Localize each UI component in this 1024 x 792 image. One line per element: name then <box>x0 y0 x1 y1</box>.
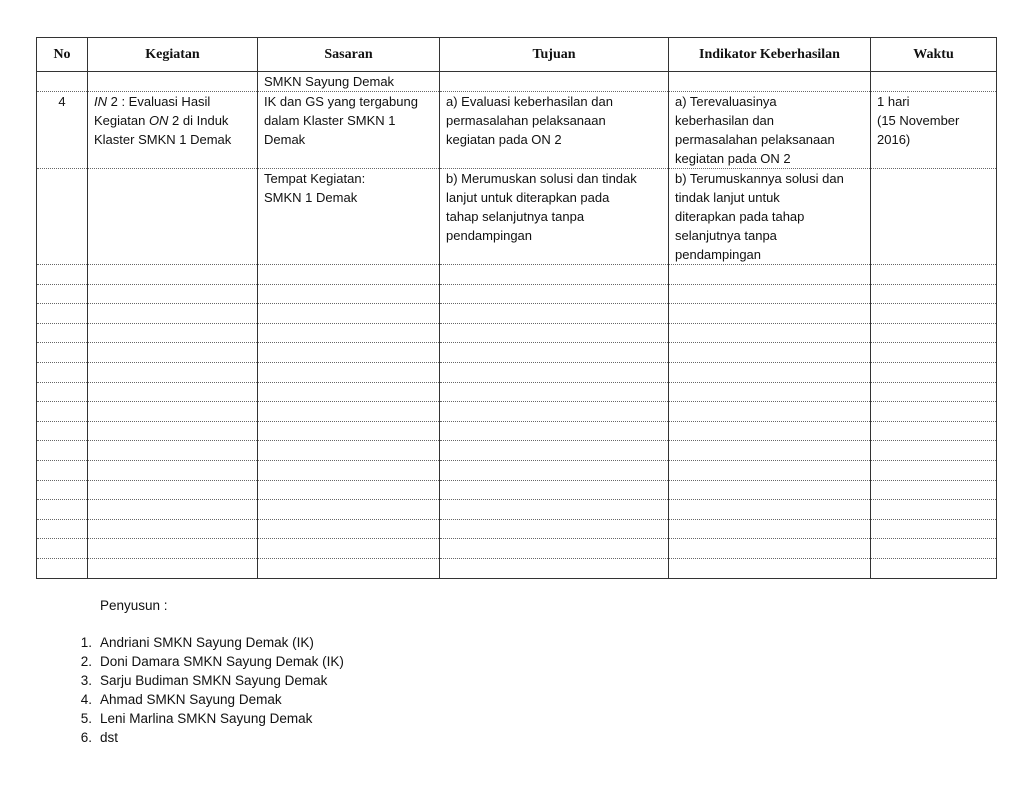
cell-empty <box>88 421 258 441</box>
cell-empty <box>88 323 258 343</box>
cell-empty <box>669 500 871 520</box>
table-row-empty <box>37 441 997 461</box>
cell-empty <box>871 265 997 285</box>
signer-text: Leni Marlina SMKN Sayung Demak <box>100 711 313 726</box>
header-waktu: Waktu <box>871 38 997 72</box>
cell-empty <box>871 72 997 92</box>
signer-number: 2. <box>80 654 92 669</box>
tujuan-line: kegiatan pada ON 2 <box>446 132 562 147</box>
cell-empty <box>440 421 669 441</box>
signer-text: Andriani SMKN Sayung Demak (IK) <box>100 635 314 650</box>
signer-item <box>80 652 344 671</box>
cell-empty <box>37 323 88 343</box>
signers-section <box>80 596 344 747</box>
table-header-row <box>37 38 997 72</box>
cell-empty <box>871 539 997 559</box>
cell-empty <box>669 265 871 285</box>
cell-empty <box>37 382 88 402</box>
cell-empty <box>440 480 669 500</box>
signer-item <box>80 671 344 690</box>
cell-empty <box>88 402 258 422</box>
cell-empty <box>871 323 997 343</box>
cell-empty <box>669 362 871 382</box>
cell-empty <box>258 558 440 578</box>
cell-empty <box>37 72 88 92</box>
cell-empty <box>871 284 997 304</box>
cell-empty <box>37 539 88 559</box>
indikator-line: permasalahan pelaksanaan <box>675 132 835 147</box>
cell-empty <box>669 284 871 304</box>
kegiatan-text-1: 2 : Evaluasi Hasil <box>107 94 211 109</box>
kegiatan-text-2a: Kegiatan <box>94 113 149 128</box>
waktu-line: 2016) <box>877 132 911 147</box>
signer-item <box>80 709 344 728</box>
table-row-empty <box>37 362 997 382</box>
tujuan-line: b) Merumuskan solusi dan tindak <box>446 171 637 186</box>
cell-empty <box>669 480 871 500</box>
cell-indikator-b <box>669 169 871 265</box>
cell-empty <box>440 500 669 520</box>
signer-text: dst <box>100 730 119 745</box>
cell-empty <box>440 460 669 480</box>
cell-empty <box>871 402 997 422</box>
cell-empty <box>37 265 88 285</box>
cell-empty <box>669 72 871 92</box>
cell-empty <box>669 519 871 539</box>
cell-empty <box>669 343 871 363</box>
cell-empty <box>258 343 440 363</box>
cell-empty <box>440 441 669 461</box>
cell-sasaran-tempat <box>258 169 440 265</box>
signer-number: 1. <box>80 635 92 650</box>
cell-empty <box>440 539 669 559</box>
cell-empty <box>440 343 669 363</box>
kegiatan-code-in: IN <box>94 94 107 109</box>
waktu-line: (15 November <box>877 113 960 128</box>
cell-empty <box>669 323 871 343</box>
sasaran-line: dalam Klaster SMKN 1 <box>264 113 396 128</box>
indikator-line: pendampingan <box>675 247 762 262</box>
signer-item <box>80 728 344 747</box>
cell-sasaran-continuation: SMKN Sayung Demak <box>258 72 440 92</box>
cell-empty <box>37 558 88 578</box>
kegiatan-code-on: ON <box>148 113 169 128</box>
cell-empty <box>88 304 258 324</box>
cell-empty <box>440 382 669 402</box>
signer-number: 3. <box>80 673 92 688</box>
cell-empty <box>37 460 88 480</box>
cell-empty <box>88 284 258 304</box>
sasaran-line: SMKN 1 Demak <box>264 190 358 205</box>
cell-empty <box>88 500 258 520</box>
cell-sasaran <box>258 92 440 169</box>
cell-empty <box>871 558 997 578</box>
kegiatan-line-1 <box>94 92 251 111</box>
cell-empty <box>871 460 997 480</box>
table-row-empty <box>37 421 997 441</box>
table-row-continuation <box>37 72 997 92</box>
cell-empty <box>871 343 997 363</box>
table-row-empty <box>37 265 997 285</box>
activity-table <box>36 37 997 579</box>
signer-item <box>80 690 344 709</box>
cell-empty <box>258 441 440 461</box>
cell-empty <box>88 480 258 500</box>
cell-no: 4 <box>37 92 88 169</box>
signer-item <box>80 633 344 652</box>
cell-tujuan <box>440 92 669 169</box>
cell-empty <box>258 539 440 559</box>
cell-waktu <box>871 92 997 169</box>
tujuan-line: pendampingan <box>446 228 533 243</box>
cell-empty <box>871 519 997 539</box>
cell-empty <box>37 362 88 382</box>
cell-tujuan-b <box>440 169 669 265</box>
signer-text: Ahmad SMKN Sayung Demak <box>100 692 282 707</box>
cell-empty <box>88 169 258 265</box>
cell-empty <box>258 304 440 324</box>
cell-empty <box>258 265 440 285</box>
signer-text: Sarju Budiman SMKN Sayung Demak <box>100 673 328 688</box>
waktu-line: 1 hari <box>877 94 910 109</box>
table-row-empty <box>37 323 997 343</box>
header-sasaran: Sasaran <box>258 38 440 72</box>
empty-rows <box>37 265 997 579</box>
tujuan-line: lanjut untuk diterapkan pada <box>446 190 610 205</box>
cell-empty <box>88 382 258 402</box>
kegiatan-text-2b: 2 di Induk <box>168 113 229 128</box>
sasaran-line: Tempat Kegiatan: <box>264 171 366 186</box>
cell-empty <box>871 362 997 382</box>
table-row-4b <box>37 169 997 265</box>
table-row-4 <box>37 92 997 169</box>
cell-empty <box>37 519 88 539</box>
cell-empty <box>37 343 88 363</box>
cell-empty <box>258 284 440 304</box>
cell-empty <box>440 362 669 382</box>
header-no: No <box>37 38 88 72</box>
cell-kegiatan <box>88 92 258 169</box>
signer-number: 5. <box>80 711 92 726</box>
cell-empty <box>258 500 440 520</box>
indikator-line: a) Terevaluasinya <box>675 94 777 109</box>
table-row-empty <box>37 402 997 422</box>
indikator-line: diterapkan pada tahap <box>675 209 805 224</box>
cell-empty <box>669 558 871 578</box>
header-indikator: Indikator Keberhasilan <box>669 38 871 72</box>
cell-empty <box>88 265 258 285</box>
table-row-empty <box>37 460 997 480</box>
table-row-empty <box>37 480 997 500</box>
kegiatan-line-2 <box>94 111 251 130</box>
cell-empty <box>871 304 997 324</box>
signer-text: Doni Damara SMKN Sayung Demak (IK) <box>100 654 344 669</box>
header-kegiatan: Kegiatan <box>88 38 258 72</box>
cell-empty <box>669 382 871 402</box>
cell-empty <box>258 480 440 500</box>
sasaran-line: Demak <box>264 132 306 147</box>
cell-empty <box>37 480 88 500</box>
cell-empty <box>88 72 258 92</box>
cell-empty <box>871 480 997 500</box>
cell-empty <box>669 460 871 480</box>
signers-list <box>80 633 344 747</box>
cell-empty <box>871 421 997 441</box>
cell-empty <box>440 402 669 422</box>
cell-empty <box>258 402 440 422</box>
cell-empty <box>871 382 997 402</box>
cell-empty <box>440 323 669 343</box>
cell-empty <box>37 421 88 441</box>
cell-empty <box>669 402 871 422</box>
cell-empty <box>37 169 88 265</box>
tujuan-line: permasalahan pelaksanaan <box>446 113 606 128</box>
cell-empty <box>669 421 871 441</box>
table-row-empty <box>37 382 997 402</box>
table-row-empty <box>37 500 997 520</box>
cell-indikator <box>669 92 871 169</box>
cell-empty <box>440 72 669 92</box>
table-row-empty <box>37 343 997 363</box>
cell-empty <box>871 500 997 520</box>
cell-empty <box>440 558 669 578</box>
cell-empty <box>871 441 997 461</box>
signer-number: 4. <box>80 692 92 707</box>
cell-empty <box>669 304 871 324</box>
table-row-empty <box>37 558 997 578</box>
header-tujuan: Tujuan <box>440 38 669 72</box>
cell-empty <box>88 519 258 539</box>
sasaran-line: IK dan GS yang tergabung <box>264 94 418 109</box>
kegiatan-line-3: Klaster SMKN 1 Demak <box>94 132 232 147</box>
table-row-empty <box>37 284 997 304</box>
indikator-line: selanjutnya tanpa <box>675 228 777 243</box>
cell-empty <box>258 323 440 343</box>
cell-empty <box>440 304 669 324</box>
table-row-empty <box>37 539 997 559</box>
table-row-empty <box>37 519 997 539</box>
table-row-empty <box>37 304 997 324</box>
tujuan-line: tahap selanjutnya tanpa <box>446 209 585 224</box>
cell-empty <box>37 304 88 324</box>
cell-empty <box>88 460 258 480</box>
cell-empty <box>37 402 88 422</box>
cell-empty <box>258 460 440 480</box>
cell-empty <box>258 519 440 539</box>
indikator-line: tindak lanjut untuk <box>675 190 780 205</box>
cell-empty <box>88 558 258 578</box>
tujuan-line: a) Evaluasi keberhasilan dan <box>446 94 613 109</box>
cell-empty <box>440 265 669 285</box>
cell-empty <box>37 441 88 461</box>
cell-empty <box>37 500 88 520</box>
cell-empty <box>37 284 88 304</box>
cell-empty <box>669 441 871 461</box>
indikator-line: keberhasilan dan <box>675 113 775 128</box>
cell-empty <box>871 169 997 265</box>
cell-empty <box>88 362 258 382</box>
cell-empty <box>88 441 258 461</box>
cell-empty <box>258 382 440 402</box>
indikator-line: b) Terumuskannya solusi dan <box>675 171 844 186</box>
cell-empty <box>440 519 669 539</box>
indikator-line: kegiatan pada ON 2 <box>675 151 791 166</box>
cell-empty <box>440 284 669 304</box>
cell-empty <box>669 539 871 559</box>
cell-empty <box>258 362 440 382</box>
signer-number: 6. <box>80 730 92 745</box>
signers-heading: Penyusun : <box>100 598 168 613</box>
cell-empty <box>258 421 440 441</box>
cell-empty <box>88 343 258 363</box>
cell-empty <box>88 539 258 559</box>
